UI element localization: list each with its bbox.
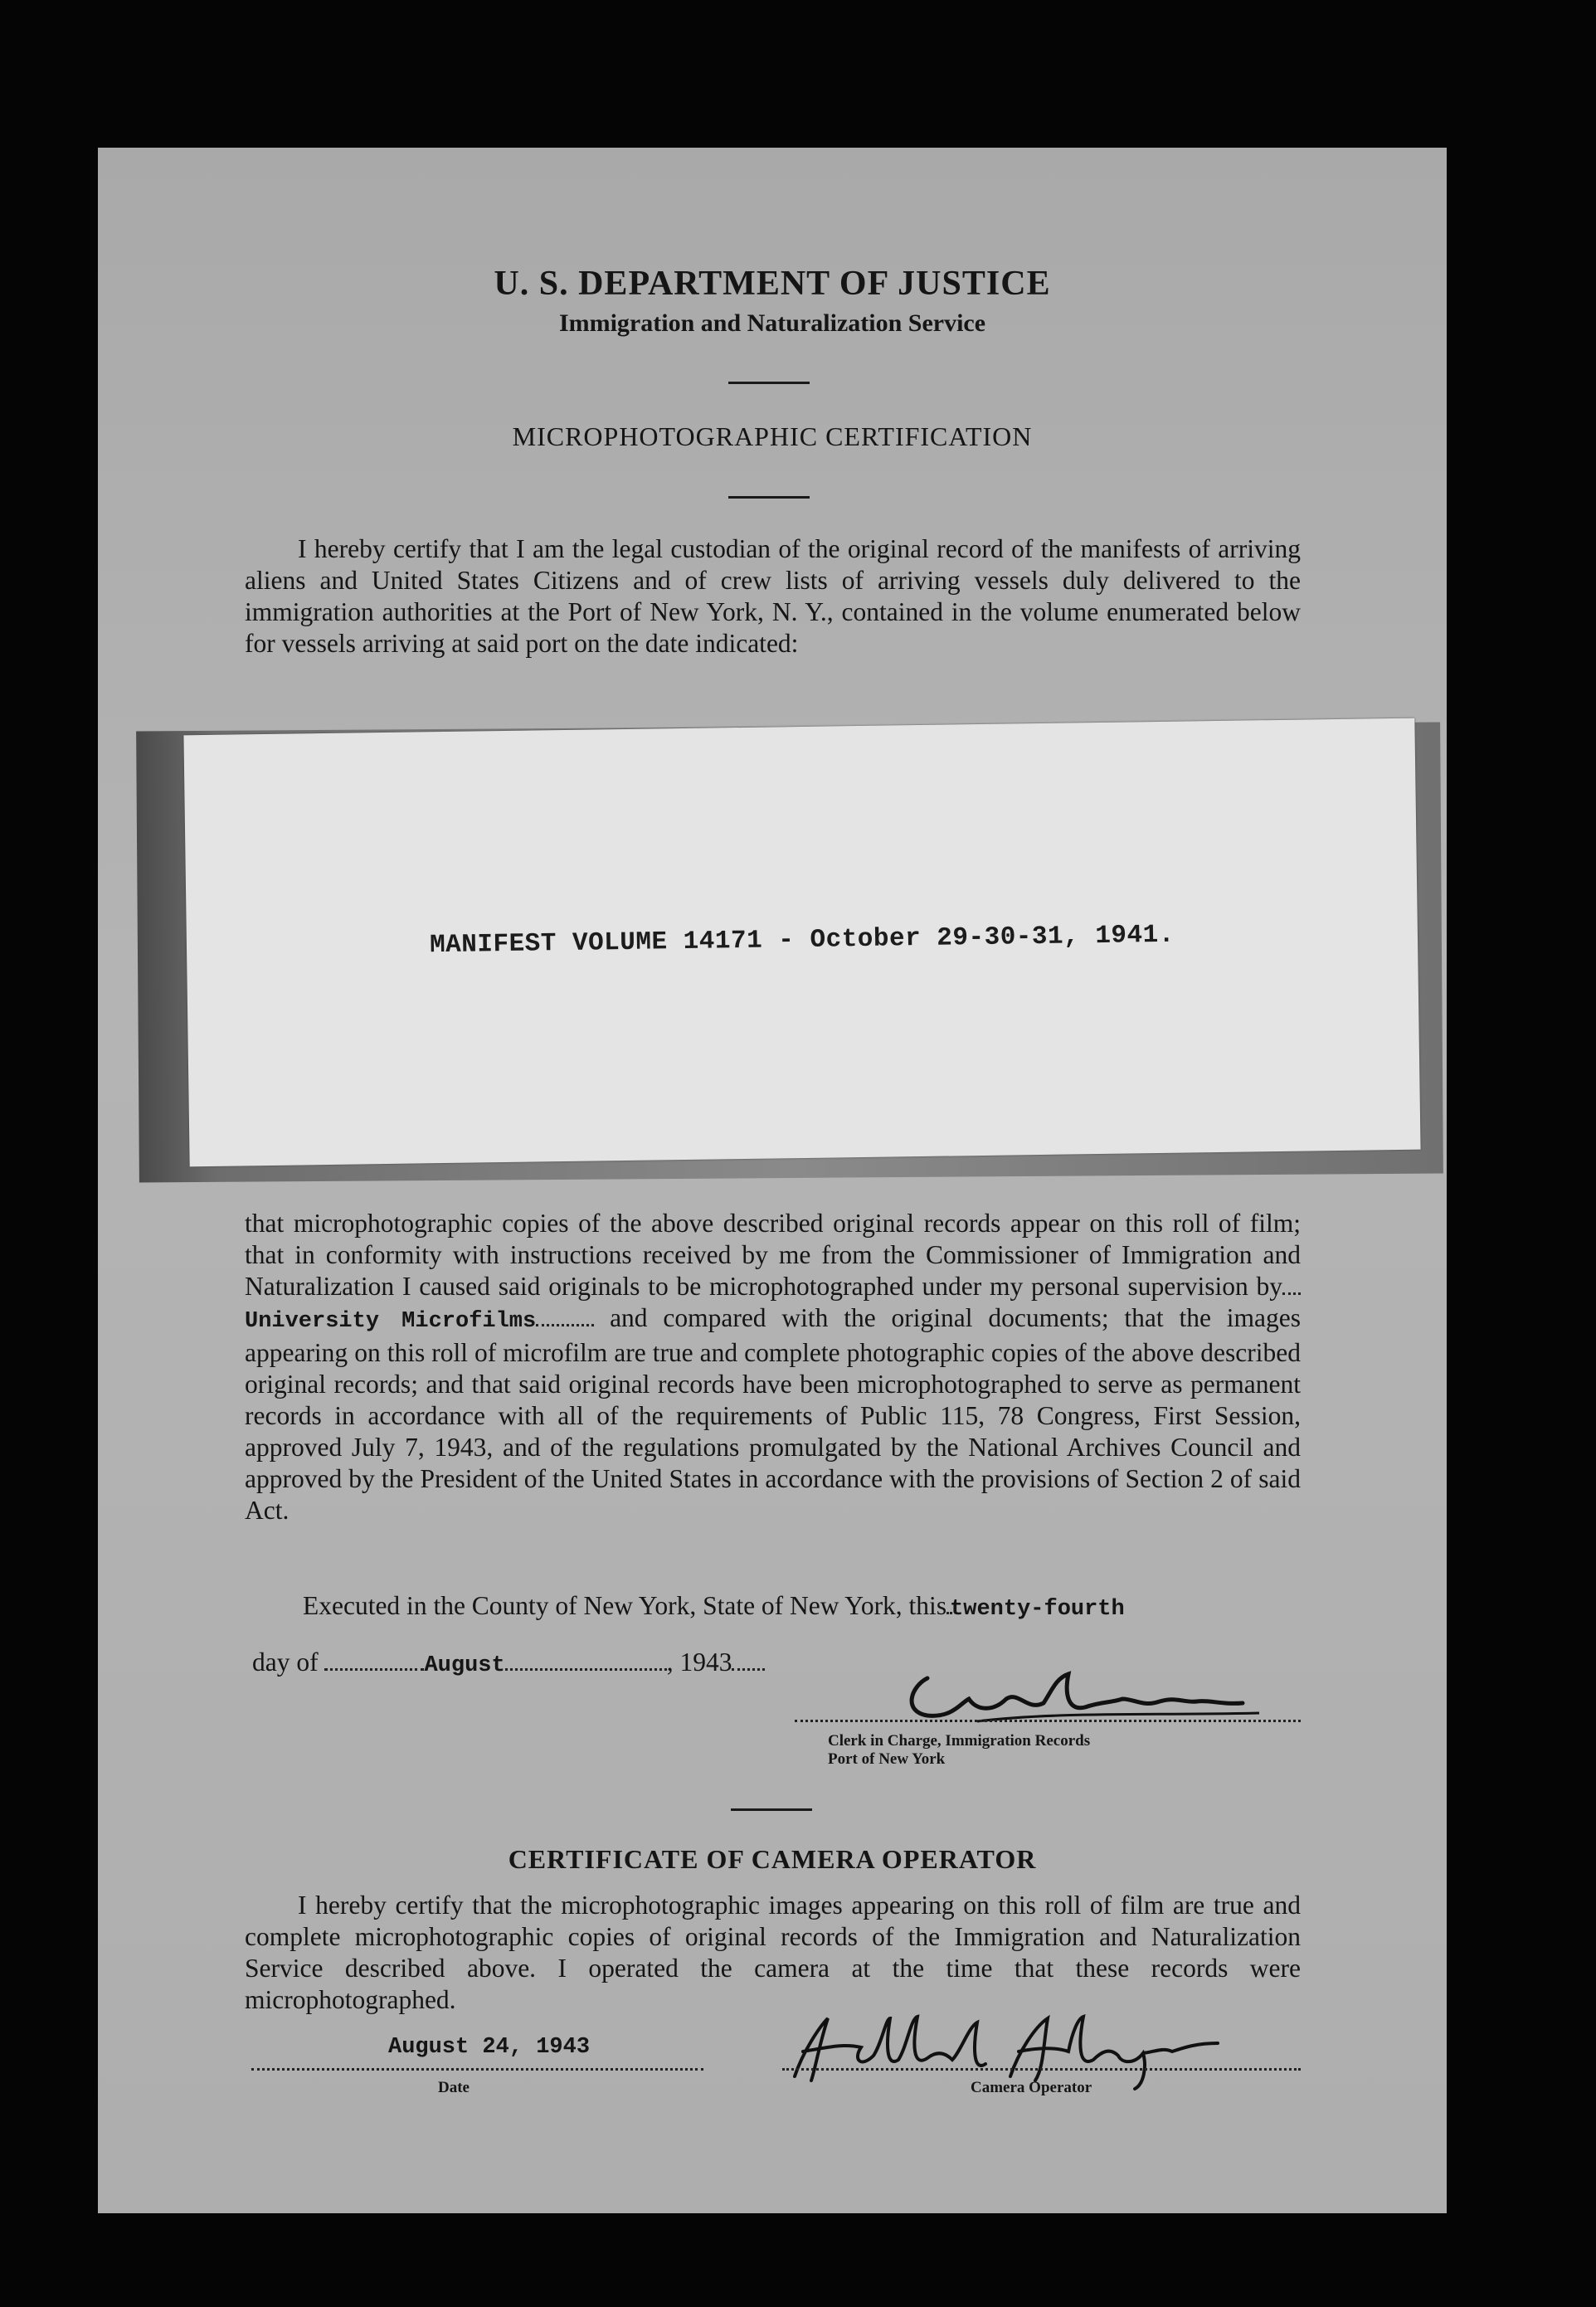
execution-line bbox=[303, 1591, 1125, 1622]
camera-date: August 24, 1943 bbox=[388, 2035, 591, 2060]
date-label: Date bbox=[438, 2079, 470, 2096]
department-title: U. S. DEPARTMENT OF JUSTICE bbox=[494, 265, 1051, 303]
body-part-2: and compared with the original documents; that the images appearing on this roll of microfilm are true and complete photographic copies of the above described original records; and that said original records have been microphotographed to serve as permanent records in accordance with all of the requirements of Public 115, 78 Congress, First Session, approved July 7, 1943, and of the regulations promulgated by the National Archives Council and approved by the President of the United States in accordance with the provisions of Section 2 of said Act. bbox=[245, 1303, 1302, 1525]
divider bbox=[728, 496, 810, 499]
execution-prefix: Executed in the County of New York, State of New York, this bbox=[303, 1591, 947, 1620]
execution-month: August bbox=[424, 1653, 505, 1678]
date-line bbox=[251, 2068, 703, 2071]
manifest-slip bbox=[183, 718, 1420, 1167]
clerk-port: Port of New York bbox=[828, 1750, 946, 1768]
body-part-1: that microphotographic copies of the above described original records appear on this roll of film; that in conformity with instructions received by me from the Commissioner of Immigration and Naturalization I caused said originals to be microphotographed under my personal supervision by bbox=[245, 1209, 1301, 1301]
camera-operator-label: Camera Operator bbox=[971, 2079, 1092, 2096]
execution-day: twenty-fourth bbox=[950, 1597, 1125, 1622]
execution-year: , 1943 bbox=[666, 1648, 732, 1677]
manifest-volume-text: MANIFEST VOLUME 14171 - October 29-30-31, 1941. bbox=[429, 920, 1175, 961]
certificate-page bbox=[98, 148, 1447, 2213]
clerk-signature-line bbox=[795, 1720, 1301, 1722]
camera-operator-line bbox=[782, 2068, 1301, 2071]
clerk-title: Clerk in Charge, Immigration Records bbox=[828, 1732, 1091, 1750]
divider bbox=[731, 1808, 812, 1811]
certification-body bbox=[245, 1208, 1301, 1526]
day-of-label: day of bbox=[252, 1648, 319, 1677]
clerk-caption bbox=[828, 1732, 1090, 1769]
camera-certificate-paragraph: I hereby certify that the microphotographic images appearing on this roll of film are true and complete microphotographic copies of original records of the Immigration and Naturalization Service described above. I operated the camera at the time that these records were microphotographed. bbox=[245, 1891, 1301, 2014]
microfilm-company: University Microfilms bbox=[245, 1309, 537, 1334]
divider bbox=[728, 382, 810, 384]
camera-certificate-title: CERTIFICATE OF CAMERA OPERATOR bbox=[508, 1844, 1037, 1874]
intro-paragraph: I hereby certify that I am the legal custodian of the original record of the manifests of arriving aliens and United States Citizens and of crew lists of arriving vessels duly delivered to the immigration authorities at the Port of New York, N. Y., contained in the volume enumerated below for vessels arriving at said port on the date indicated: bbox=[245, 534, 1301, 658]
day-of-line bbox=[252, 1648, 765, 1678]
certification-title: MICROPHOTOGRAPHIC CERTIFICATION bbox=[512, 421, 1033, 451]
service-subtitle: Immigration and Naturalization Service bbox=[558, 309, 986, 337]
